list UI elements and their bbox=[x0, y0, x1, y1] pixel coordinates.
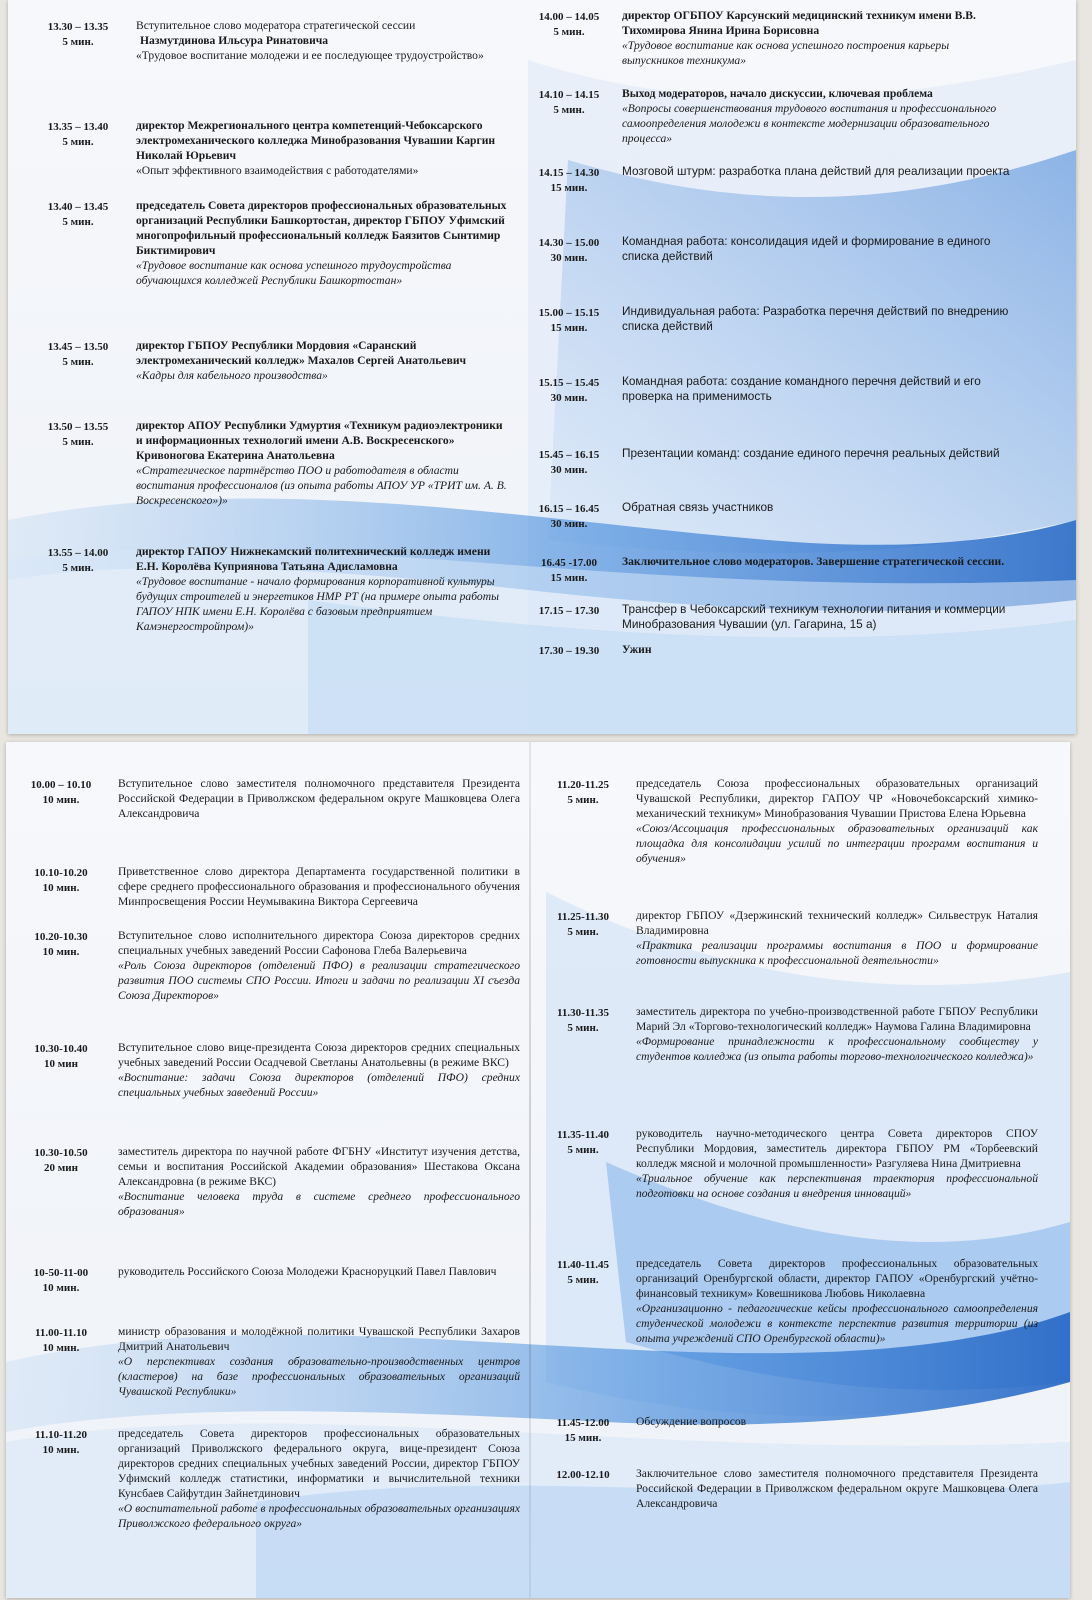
agenda-row bbox=[524, 164, 1012, 196]
agenda-row bbox=[28, 118, 508, 178]
time-slot bbox=[12, 864, 110, 909]
time-range: 15.00 – 15.15 bbox=[538, 307, 600, 319]
time-slot bbox=[538, 776, 628, 866]
agenda-row bbox=[12, 928, 520, 1003]
agenda-row bbox=[538, 1256, 1038, 1346]
duration: 5 мин. bbox=[62, 562, 94, 574]
time-slot bbox=[524, 164, 614, 196]
duration: 30 мин. bbox=[550, 464, 588, 476]
agenda-item-text: Командная работа: консолидация идей и формирование в единого списка действий bbox=[622, 234, 991, 263]
time-range: 14.00 – 14.05 bbox=[538, 11, 600, 23]
agenda-row bbox=[28, 418, 508, 508]
agenda-text bbox=[614, 86, 1012, 146]
time-range: 11.45-12.00 bbox=[556, 1417, 610, 1429]
speaker-role: руководитель научно-методического центра Совета директоров СПОУ Республики Мордовия, заместитель директора ГБПОУ РМ «Торбеевский колледж мясной и молочной промышленности» Разгуляева Нина Дмитриевна bbox=[636, 1127, 1038, 1170]
talk-topic: «Триальное обучение как перспективная траектория профессиональной подготовки на основе создания и внедрения инноваций» bbox=[636, 1172, 1038, 1200]
duration: 10 мин. bbox=[42, 1342, 80, 1354]
agenda-text bbox=[110, 1324, 520, 1399]
duration: 15 мин. bbox=[564, 1432, 602, 1444]
time-range: 10.30-10.50 bbox=[34, 1147, 88, 1159]
time-range: 17.30 – 19.30 bbox=[538, 645, 600, 657]
agenda-text bbox=[628, 908, 1038, 968]
speaker-role: председатель Совета директоров профессиональных образовательных организаций Оренбургской области, директор ГАПОУ «Оренбургский учётно-финансовый техникум» Ковешникова Любовь Николаевна bbox=[636, 1257, 1038, 1300]
duration: 5 мин. bbox=[553, 26, 585, 38]
speaker-role: Вступительное слово заместителя полномочного представителя Президента Российской Федерации в Приволжском федеральном округе Машковцева Олега Александровича bbox=[118, 777, 520, 820]
agenda-row bbox=[28, 198, 508, 288]
agenda-text bbox=[628, 776, 1038, 866]
agenda-text bbox=[614, 234, 1012, 266]
talk-topic: «Стратегическое партнёрство ПОО и работодателя в области воспитания профессионалов (из опыта работы АПОУ УР «ТРИТ им. А. В. Воскресенского»)» bbox=[136, 464, 507, 507]
agenda-text bbox=[110, 864, 520, 909]
agenda-row bbox=[538, 776, 1038, 866]
talk-topic: «Трудовое воспитание как основа успешного построения карьеры выпускников техникума» bbox=[622, 39, 950, 67]
speaker-role: Приветственное слово директора Департамента государственной политики в сфере среднего профессионального образования и профессионального обучения Минпросвещения России Неумывакина Виктора Сергеевича bbox=[118, 865, 520, 908]
time-range: 11.30-11.35 bbox=[557, 1007, 609, 1019]
agenda-text bbox=[614, 8, 1012, 68]
time-slot bbox=[28, 544, 128, 634]
time-range: 13.55 – 14.00 bbox=[47, 547, 109, 559]
agenda-row bbox=[524, 602, 1012, 632]
time-range: 10.10-10.20 bbox=[34, 867, 88, 879]
time-slot bbox=[28, 18, 128, 63]
time-slot bbox=[524, 86, 614, 146]
speaker-role: председатель Совета директоров профессиональных образовательных организаций Республики Башкортостан, директор ГБПОУ Уфимский многопрофильный профессиональный колледж Баязитов Сынтимир Биктимирович bbox=[136, 199, 507, 257]
speaker-role: Вступительное слово модератора стратегической сессии bbox=[136, 19, 416, 32]
time-slot bbox=[538, 1256, 628, 1346]
time-range: 16.15 – 16.45 bbox=[538, 503, 600, 515]
duration: 10 мин. bbox=[42, 882, 80, 894]
agenda-row bbox=[12, 1040, 520, 1100]
time-slot bbox=[524, 234, 614, 266]
agenda-item-text: Заключительное слово модераторов. Завершение стратегической сессии. bbox=[622, 555, 1005, 568]
agenda-row bbox=[12, 776, 520, 821]
agenda-text bbox=[110, 1040, 520, 1100]
agenda-text bbox=[614, 304, 1012, 336]
agenda-text bbox=[614, 554, 1012, 586]
speaker-role: председатель Совета директоров профессиональных образовательных организаций Приволжского федерального округа, вице-президент Союза директоров средних специальных учебных заведений России, директор ГБПОУ Уфимский колледж статистики, информатики и вычислительной техники Кунсбаев Сайфутдин Зайнетдинович bbox=[118, 1427, 520, 1500]
time-slot bbox=[538, 1466, 628, 1511]
agenda-text bbox=[110, 1264, 520, 1296]
time-range: 13.30 – 13.35 bbox=[47, 21, 109, 33]
time-slot bbox=[524, 642, 614, 659]
speaker-role: директор ГБПОУ Республики Мордовия «Саранский электромеханический колледж» Махалов Сергей Анатольевич bbox=[136, 339, 467, 367]
duration: 20 мин bbox=[44, 1162, 78, 1174]
time-slot bbox=[524, 446, 614, 478]
talk-topic: «О воспитательной работе в профессиональных образовательных организациях Приволжского федерального округа» bbox=[118, 1502, 520, 1530]
time-slot bbox=[538, 908, 628, 968]
speaker-role: Вступительное слово исполнительного директора Союза директоров средних специальных учебных заведений России Сафонова Глеба Валерьевича bbox=[118, 929, 520, 957]
agenda-text bbox=[128, 198, 508, 288]
duration: 5 мин. bbox=[62, 36, 94, 48]
agenda-item-text: Презентации команд: создание единого перечня реальных действий bbox=[622, 446, 1000, 460]
speaker-role: заместитель директора по научной работе ФГБНУ «Институт изучения детства, семьи и воспитания Российской Академии образования» Шестакова Оксана Александровна (в режиме ВКС) bbox=[118, 1145, 520, 1188]
time-range: 15.45 – 16.15 bbox=[538, 449, 600, 461]
time-range: 10-50-11-00 bbox=[33, 1267, 89, 1279]
agenda-row bbox=[524, 86, 1012, 146]
time-range: 16.45 -17.00 bbox=[541, 557, 597, 569]
agenda-text bbox=[628, 1256, 1038, 1346]
agenda-text bbox=[128, 544, 508, 634]
speaker-role: директор АПОУ Республики Удмуртия «Техникум радиоэлектроники и информационных технологий имени А.В. Воскресенского» Кривоногова Екатерина Анатольевна bbox=[136, 419, 503, 462]
duration: 10 мин bbox=[44, 1058, 78, 1070]
agenda-item-text: Обсуждение вопросов bbox=[636, 1415, 747, 1428]
time-range: 11.20-11.25 bbox=[557, 779, 609, 791]
duration: 5 мин. bbox=[567, 926, 599, 938]
talk-topic: «Трудовое воспитание - начало формирования корпоративной культуры будущих строителей и энергетиков НМР РТ (на примере опыта работы ГАПОУ НПК имени Е.Н. Королёва с базовым предприятием Камэнергостройпром)» bbox=[136, 575, 499, 633]
agenda-item-text: Командная работа: создание командного перечня действий и его проверка на применимость bbox=[622, 374, 981, 403]
talk-topic: «Формирование принадлежности к профессиональному сообществу у студентов колледжа (из опыта работы торгово-технологического колледжа)» bbox=[636, 1035, 1038, 1063]
agenda-row bbox=[524, 234, 1012, 266]
talk-topic: «Воспитание человека труда в системе среднего профессионального образования» bbox=[118, 1190, 520, 1218]
agenda-row bbox=[538, 1414, 1038, 1446]
agenda-text bbox=[110, 928, 520, 1003]
talk-topic: «Опыт эффективного взаимодействия с работодателями» bbox=[136, 164, 419, 177]
agenda-row bbox=[12, 1324, 520, 1399]
bottom-left-column bbox=[12, 776, 520, 1594]
speaker-role: Вступительное слово вице-президента Союза директоров средних специальных учебных заведений России Осадчевой Светланы Анатольевны (в режиме ВКС) bbox=[118, 1041, 520, 1069]
agenda-row bbox=[538, 1466, 1038, 1511]
top-left-column bbox=[28, 18, 508, 708]
duration: 5 мин. bbox=[567, 1022, 599, 1034]
duration: 30 мин. bbox=[550, 252, 588, 264]
duration: 10 мин. bbox=[42, 1444, 80, 1456]
time-slot bbox=[12, 1324, 110, 1399]
agenda-item-text: Мозговой штурм: разработка плана действий для реализации проекта bbox=[622, 164, 1010, 178]
agenda-text bbox=[628, 1466, 1038, 1511]
talk-topic: «Роль Союза директоров (отделений ПФО) в реализации стратегического развития ПОО системы СПО России. Итоги и задачи по реализации XI съезда Союза Директоров» bbox=[118, 959, 520, 1002]
time-range: 17.15 – 17.30 bbox=[538, 605, 600, 617]
agenda-text bbox=[110, 776, 520, 821]
bottom-right-column bbox=[538, 776, 1038, 1594]
agenda-text bbox=[614, 164, 1012, 196]
time-range: 14.30 – 15.00 bbox=[538, 237, 600, 249]
talk-topic: «Организационно - педагогические кейсы профессионального самоопределения студенческой молодежи в контексте перспектив развития территории (из опыта учреждений СПО Оренбургской области)» bbox=[636, 1302, 1038, 1345]
time-slot bbox=[524, 8, 614, 68]
time-slot bbox=[524, 304, 614, 336]
talk-topic: «О перспективах создания образовательно-производственных центров (кластеров) на базе профессиональных образовательных организаций Чувашской Республики» bbox=[118, 1355, 520, 1398]
time-slot bbox=[28, 198, 128, 288]
duration: 5 мин. bbox=[62, 216, 94, 228]
agenda-text bbox=[614, 374, 1012, 406]
time-range: 12.00-12.10 bbox=[556, 1469, 610, 1481]
time-range: 13.40 – 13.45 bbox=[47, 201, 109, 213]
agenda-row bbox=[28, 338, 508, 383]
duration: 15 мин. bbox=[550, 572, 588, 584]
agenda-row bbox=[524, 304, 1012, 336]
duration: 5 мин. bbox=[567, 794, 599, 806]
agenda-text bbox=[628, 1004, 1038, 1064]
duration: 5 мин. bbox=[62, 436, 94, 448]
time-range: 11.35-11.40 bbox=[557, 1129, 609, 1141]
speaker-name: Назмутдинова Ильсура Ринатовича bbox=[140, 34, 329, 47]
duration: 10 мин. bbox=[42, 1282, 80, 1294]
duration: 10 мин. bbox=[42, 794, 80, 806]
speaker-role: Выход модераторов, начало дискуссии, ключевая проблема bbox=[622, 87, 933, 100]
agenda-row bbox=[12, 864, 520, 909]
speaker-role: заместитель директора по учебно-производственной работе ГБПОУ Республики Марий Эл «Торгово-технологический колледж» Наумова Галина Владимировна bbox=[636, 1005, 1038, 1033]
agenda-row bbox=[524, 374, 1012, 406]
time-range: 13.50 – 13.55 bbox=[47, 421, 109, 433]
agenda-text bbox=[614, 602, 1012, 632]
speaker-role: директор ГБПОУ «Дзержинский технический колледж» Сильвеструк Наталия Владимировна bbox=[636, 909, 1038, 937]
duration: 15 мин. bbox=[550, 322, 588, 334]
talk-topic: «Союз/Ассоциация профессиональных образовательных организаций как площадка для консолидации усилий по интеграции программ воспитания и обучения» bbox=[636, 822, 1038, 865]
agenda-item-text: Обратная связь участников bbox=[622, 500, 774, 514]
time-range: 15.15 – 15.45 bbox=[538, 377, 600, 389]
time-slot bbox=[524, 602, 614, 632]
agenda-item-text: Заключительное слово заместителя полномочного представителя Президента Российской Федерации в Приволжском федеральном округе Машковцева Олега Александровича bbox=[636, 1467, 1038, 1510]
agenda-text bbox=[128, 338, 508, 383]
time-slot bbox=[12, 1040, 110, 1100]
speaker-role: министр образования и молодёжной политики Чувашской Республики Захаров Дмитрий Анатольевич bbox=[118, 1325, 520, 1353]
agenda-text bbox=[614, 642, 1012, 659]
time-range: 13.35 – 13.40 bbox=[47, 121, 109, 133]
time-slot bbox=[524, 554, 614, 586]
time-slot bbox=[524, 500, 614, 532]
agenda-row bbox=[524, 8, 1012, 68]
speaker-role: председатель Союза профессиональных образовательных организаций Чувашской Республики, директор ГАПОУ ЧР «Новочебоксарский химико-механический техникум» Минобразования Чувашии Пристова Елена Юрьевна bbox=[636, 777, 1038, 820]
duration: 5 мин. bbox=[62, 136, 94, 148]
time-slot bbox=[12, 1144, 110, 1219]
time-slot bbox=[538, 1004, 628, 1064]
agenda-text bbox=[110, 1426, 520, 1531]
time-slot bbox=[12, 1264, 110, 1296]
agenda-row bbox=[12, 1426, 520, 1531]
duration: 5 мин. bbox=[567, 1144, 599, 1156]
duration: 15 мин. bbox=[550, 182, 588, 194]
time-range: 13.45 – 13.50 bbox=[47, 341, 109, 353]
duration: 5 мин. bbox=[567, 1274, 599, 1286]
talk-topic: «Кадры для кабельного производства» bbox=[136, 369, 328, 382]
time-slot bbox=[524, 374, 614, 406]
duration: 10 мин. bbox=[42, 946, 80, 958]
talk-topic: «Трудовое воспитание как основа успешного трудоустройства обучающихся колледжей Республики Башкортостан» bbox=[136, 259, 452, 287]
agenda-row bbox=[538, 1004, 1038, 1064]
bottom-sheet bbox=[6, 742, 1070, 1598]
time-range: 11.40-11.45 bbox=[557, 1259, 609, 1271]
time-range: 14.10 – 14.15 bbox=[538, 89, 600, 101]
time-slot bbox=[12, 928, 110, 1003]
agenda-text bbox=[128, 18, 508, 63]
agenda-text bbox=[128, 418, 508, 508]
time-slot bbox=[12, 776, 110, 821]
speaker-role: руководитель Российского Союза Молодежи Красноруцкий Павел Павлович bbox=[118, 1265, 497, 1278]
time-range: 14.15 – 14.30 bbox=[538, 167, 600, 179]
agenda-row bbox=[28, 18, 508, 63]
agenda-row bbox=[538, 908, 1038, 968]
agenda-row bbox=[538, 1126, 1038, 1201]
time-slot bbox=[538, 1126, 628, 1201]
agenda-text bbox=[628, 1126, 1038, 1201]
time-range: 10.00 – 10.10 bbox=[30, 779, 92, 791]
time-range: 10.20-10.30 bbox=[34, 931, 88, 943]
agenda-row bbox=[12, 1144, 520, 1219]
talk-topic: «Практика реализации программы воспитания в ПОО и формирование готовности выпускника к профессиональной деятельности» bbox=[636, 939, 1038, 967]
agenda-row bbox=[12, 1264, 520, 1296]
agenda-item-text: Ужин bbox=[622, 643, 652, 656]
top-right-column bbox=[524, 2, 1012, 702]
time-slot bbox=[28, 338, 128, 383]
duration: 5 мин. bbox=[553, 104, 585, 116]
speaker-role: директор ОГБПОУ Карсунский медицинский техникум имени В.В. Тихомирова Янина Ирина Борисовна bbox=[622, 9, 976, 37]
agenda-text bbox=[628, 1414, 1038, 1446]
agenda-row bbox=[524, 554, 1012, 586]
agenda-text bbox=[614, 446, 1012, 478]
agenda-text bbox=[128, 118, 508, 178]
time-slot bbox=[28, 418, 128, 508]
agenda-row bbox=[524, 642, 1012, 659]
agenda-text bbox=[110, 1144, 520, 1219]
agenda-row bbox=[28, 544, 508, 634]
time-slot bbox=[28, 118, 128, 178]
duration: 30 мин. bbox=[550, 518, 588, 530]
agenda-item-text: Индивидуальная работа: Разработка перечня действий по внедрению списка действий bbox=[622, 304, 1009, 333]
talk-topic: «Воспитание: задачи Союза директоров (отделений ПФО) средних специальных учебных заведений России» bbox=[118, 1071, 520, 1099]
duration: 30 мин. bbox=[550, 392, 588, 404]
time-range: 11.10-11.20 bbox=[35, 1429, 87, 1441]
agenda-row bbox=[524, 446, 1012, 478]
agenda-item-text: Трансфер в Чебоксарский техникум технологии питания и коммерции Минобразования Чувашии (ул. Гагарина, 15 а) bbox=[622, 602, 1006, 631]
paper-fold-line bbox=[529, 742, 531, 1598]
speaker-role: директор ГАПОУ Нижнекамский политехнический колледж имени Е.Н. Королёва Куприянова Татьяна Адисламовна bbox=[136, 545, 491, 573]
time-slot bbox=[538, 1414, 628, 1446]
talk-topic: «Вопросы совершенствования трудового воспитания и профессионального самоопределения молодежи в контексте модернизации образовательного процесса» bbox=[622, 102, 997, 145]
talk-topic: «Трудовое воспитание молодежи и ее последующее трудоустройство» bbox=[136, 49, 484, 62]
time-range: 11.25-11.30 bbox=[557, 911, 609, 923]
time-slot bbox=[12, 1426, 110, 1531]
agenda-row bbox=[524, 500, 1012, 532]
duration: 5 мин. bbox=[62, 356, 94, 368]
speaker-role: директор Межрегионального центра компетенций-Чебоксарского электромеханического колледжа Минобразования Чувашии Каргин Николай Юрьевич bbox=[136, 119, 496, 162]
time-range: 11.00-11.10 bbox=[35, 1327, 87, 1339]
top-sheet bbox=[8, 0, 1076, 734]
agenda-text bbox=[614, 500, 1012, 532]
time-range: 10.30-10.40 bbox=[34, 1043, 88, 1055]
